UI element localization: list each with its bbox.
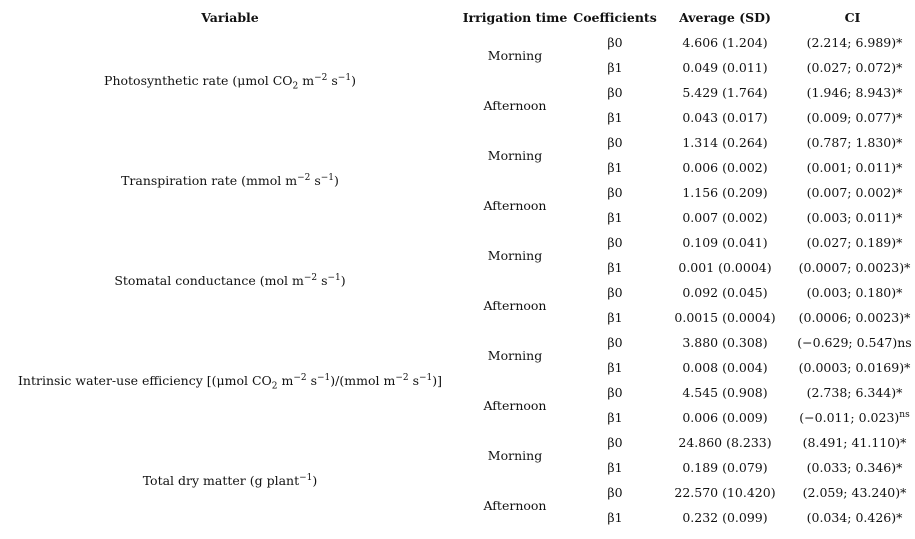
average-cell: 24.860 (8.233) <box>678 435 772 450</box>
average-cell: 5.429 (1.764) <box>682 85 768 100</box>
ci-value: (0.0006; 0.0023)* <box>798 310 911 325</box>
average-cell: 0.001 (0.0004) <box>678 260 772 275</box>
coefficient-cell: β0 <box>607 335 623 350</box>
ci-cell <box>790 480 915 505</box>
ci-value: (0.007; 0.002)* <box>806 185 903 200</box>
regression-table <box>0 4 915 530</box>
average-cell: 4.545 (0.908) <box>682 385 768 400</box>
variable-cell <box>0 230 460 330</box>
irrigation-time-cell: Morning <box>487 347 543 363</box>
variable-text-part: Transpiration rate (mmol m <box>121 172 298 188</box>
table-row <box>0 230 915 255</box>
coefficient-cell: β0 <box>607 435 623 450</box>
variable-text-part: Intrinsic water-use efficiency [(μmol CO <box>17 372 272 388</box>
ci-value: (−0.629; 0.547)ns <box>797 335 912 350</box>
variable-text-part: m <box>298 72 315 88</box>
ci-value: (0.0003; 0.0169)* <box>798 360 911 375</box>
ci-value: (2.738; 6.344)* <box>806 385 903 400</box>
ci-cell <box>790 455 915 480</box>
table-row <box>0 30 915 55</box>
ci-cell <box>790 180 915 205</box>
coefficient-cell: β1 <box>607 160 623 175</box>
variable-text-part: −1 <box>299 472 313 483</box>
variable-text-part: 2 <box>271 381 278 391</box>
coefficient-cell: β1 <box>607 210 623 225</box>
ci-cell <box>790 280 915 305</box>
variable-text-part: ) <box>340 272 346 288</box>
variable-text-part: ) <box>312 472 318 488</box>
ci-value: (0.027; 0.072)* <box>806 60 903 75</box>
ci-value: (0.009; 0.077)* <box>806 110 903 125</box>
variable-text-part: −2 <box>303 272 318 283</box>
variable-text-part: s <box>327 72 338 88</box>
ci-value: (0.003; 0.180)* <box>806 285 903 300</box>
coefficient-cell: β0 <box>607 385 623 400</box>
coefficient-cell: β0 <box>607 485 623 500</box>
coefficient-cell: β0 <box>607 285 623 300</box>
irrigation-time-cell: Afternoon <box>483 197 547 213</box>
ci-cell <box>790 230 915 255</box>
ci-value: (0.033; 0.346)* <box>806 460 903 475</box>
variable-text-part: 2 <box>292 81 299 91</box>
variable-cell <box>0 130 460 230</box>
average-cell: 0.043 (0.017) <box>682 110 768 125</box>
header-variable: Variable <box>201 9 259 25</box>
variable-text-part: Total dry matter (g plant <box>142 472 300 488</box>
ci-value: (0.034; 0.426)* <box>806 510 903 525</box>
variable-text-part: −2 <box>314 72 328 83</box>
irrigation-time-cell: Afternoon <box>483 97 547 113</box>
table-body <box>0 30 915 530</box>
irrigation-time-cell: Afternoon <box>483 297 547 313</box>
header-coefficients: Coefficients <box>573 9 657 25</box>
variable-text-part: ) <box>334 172 339 188</box>
header-ci: CI <box>844 9 861 25</box>
average-cell: 0.049 (0.011) <box>682 60 768 75</box>
coefficient-cell: β0 <box>607 235 623 250</box>
coefficient-cell: β1 <box>607 460 623 475</box>
average-cell: 1.314 (0.264) <box>682 135 768 150</box>
variable-text-part: s <box>317 272 328 288</box>
ci-significance: ns <box>899 409 910 420</box>
coefficient-cell: β1 <box>607 510 623 525</box>
irrigation-time-cell: Morning <box>487 147 543 163</box>
variable-text-part: Stomatal conductance (mol m <box>114 272 304 288</box>
ci-cell <box>790 80 915 105</box>
irrigation-time-cell: Afternoon <box>483 397 547 413</box>
average-cell: 4.606 (1.204) <box>682 35 768 50</box>
header-irrigation-time: Irrigation time <box>462 9 568 25</box>
irrigation-time-cell: Morning <box>487 47 543 63</box>
irrigation-time-cell: Afternoon <box>483 497 547 513</box>
ci-value: (0.027; 0.189)* <box>806 235 903 250</box>
variable-text-part: −1 <box>327 272 341 283</box>
ci-value: (0.787; 1.830)* <box>806 135 903 150</box>
ci-cell <box>790 305 915 330</box>
coefficient-cell: β1 <box>607 60 623 75</box>
variable-text-part: −2 <box>395 372 409 383</box>
coefficient-cell: β1 <box>607 310 623 325</box>
ci-cell <box>790 30 915 55</box>
average-cell: 3.880 (0.308) <box>682 335 768 350</box>
variable-text-part: −2 <box>297 172 311 183</box>
table-row <box>0 430 915 455</box>
variable-text-part: −1 <box>337 72 352 83</box>
table-row <box>0 130 915 155</box>
coefficient-cell: β1 <box>607 360 623 375</box>
ci-value: (0.0007; 0.0023)* <box>798 260 911 275</box>
ci-cell <box>790 255 915 280</box>
ci-value: (−0.011; 0.023) <box>799 410 900 425</box>
ci-cell <box>790 380 915 405</box>
average-cell: 0.008 (0.004) <box>682 360 768 375</box>
ci-cell <box>790 405 915 430</box>
variable-text-part: )] <box>432 372 443 388</box>
variable-text-part: Photosynthetic rate (μmol CO <box>104 72 293 88</box>
ci-cell <box>790 330 915 355</box>
coefficient-cell: β1 <box>607 410 623 425</box>
ci-cell <box>790 130 915 155</box>
average-cell: 0.092 (0.045) <box>682 285 768 300</box>
coefficient-cell: β1 <box>607 260 623 275</box>
coefficient-cell: β0 <box>607 85 623 100</box>
ci-value: (1.946; 8.943)* <box>806 85 903 100</box>
variable-text-part: )/(mmol m <box>330 372 396 388</box>
average-cell: 0.189 (0.079) <box>682 460 768 475</box>
ci-cell <box>790 430 915 455</box>
coefficient-cell: β1 <box>607 110 623 125</box>
average-cell: 0.006 (0.009) <box>682 410 768 425</box>
irrigation-time-cell: Morning <box>487 447 543 463</box>
average-cell: 0.109 (0.041) <box>682 235 768 250</box>
header-row <box>0 4 915 30</box>
ci-cell <box>790 155 915 180</box>
ci-value: (0.003; 0.011)* <box>806 210 903 225</box>
average-cell: 1.156 (0.209) <box>682 185 768 200</box>
coefficient-cell: β0 <box>607 35 623 50</box>
average-cell: 0.006 (0.002) <box>682 160 768 175</box>
variable-text-part: s <box>408 372 419 388</box>
variable-cell <box>0 430 460 530</box>
ci-cell <box>790 505 915 530</box>
variable-cell <box>0 30 460 130</box>
average-cell: 0.007 (0.002) <box>682 210 768 225</box>
average-cell: 0.0015 (0.0004) <box>674 310 776 325</box>
average-cell: 0.232 (0.099) <box>682 510 768 525</box>
variable-text-part: −1 <box>419 372 433 383</box>
variable-text-part: −2 <box>293 372 307 383</box>
ci-cell <box>790 355 915 380</box>
ci-value: (2.214; 6.989)* <box>806 35 903 50</box>
variable-cell <box>0 330 460 430</box>
ci-value: (2.059; 43.240)* <box>802 485 907 500</box>
variable-text-part: s <box>310 172 321 188</box>
variable-text-part: s <box>306 372 318 388</box>
coefficient-cell: β0 <box>607 185 623 200</box>
ci-value: (0.001; 0.011)* <box>806 160 903 175</box>
variable-text-part: −1 <box>320 172 335 183</box>
variable-text-part: ) <box>351 72 356 88</box>
variable-text-part: −1 <box>317 372 331 383</box>
coefficient-cell: β0 <box>607 135 623 150</box>
ci-cell <box>790 105 915 130</box>
ci-value: (8.491; 41.110)* <box>802 435 907 450</box>
ci-cell <box>790 205 915 230</box>
table-row <box>0 330 915 355</box>
irrigation-time-cell: Morning <box>487 247 543 263</box>
header-average: Average (SD) <box>679 9 771 25</box>
average-cell: 22.570 (10.420) <box>674 485 776 500</box>
variable-text-part: m <box>277 372 294 388</box>
ci-cell <box>790 55 915 80</box>
